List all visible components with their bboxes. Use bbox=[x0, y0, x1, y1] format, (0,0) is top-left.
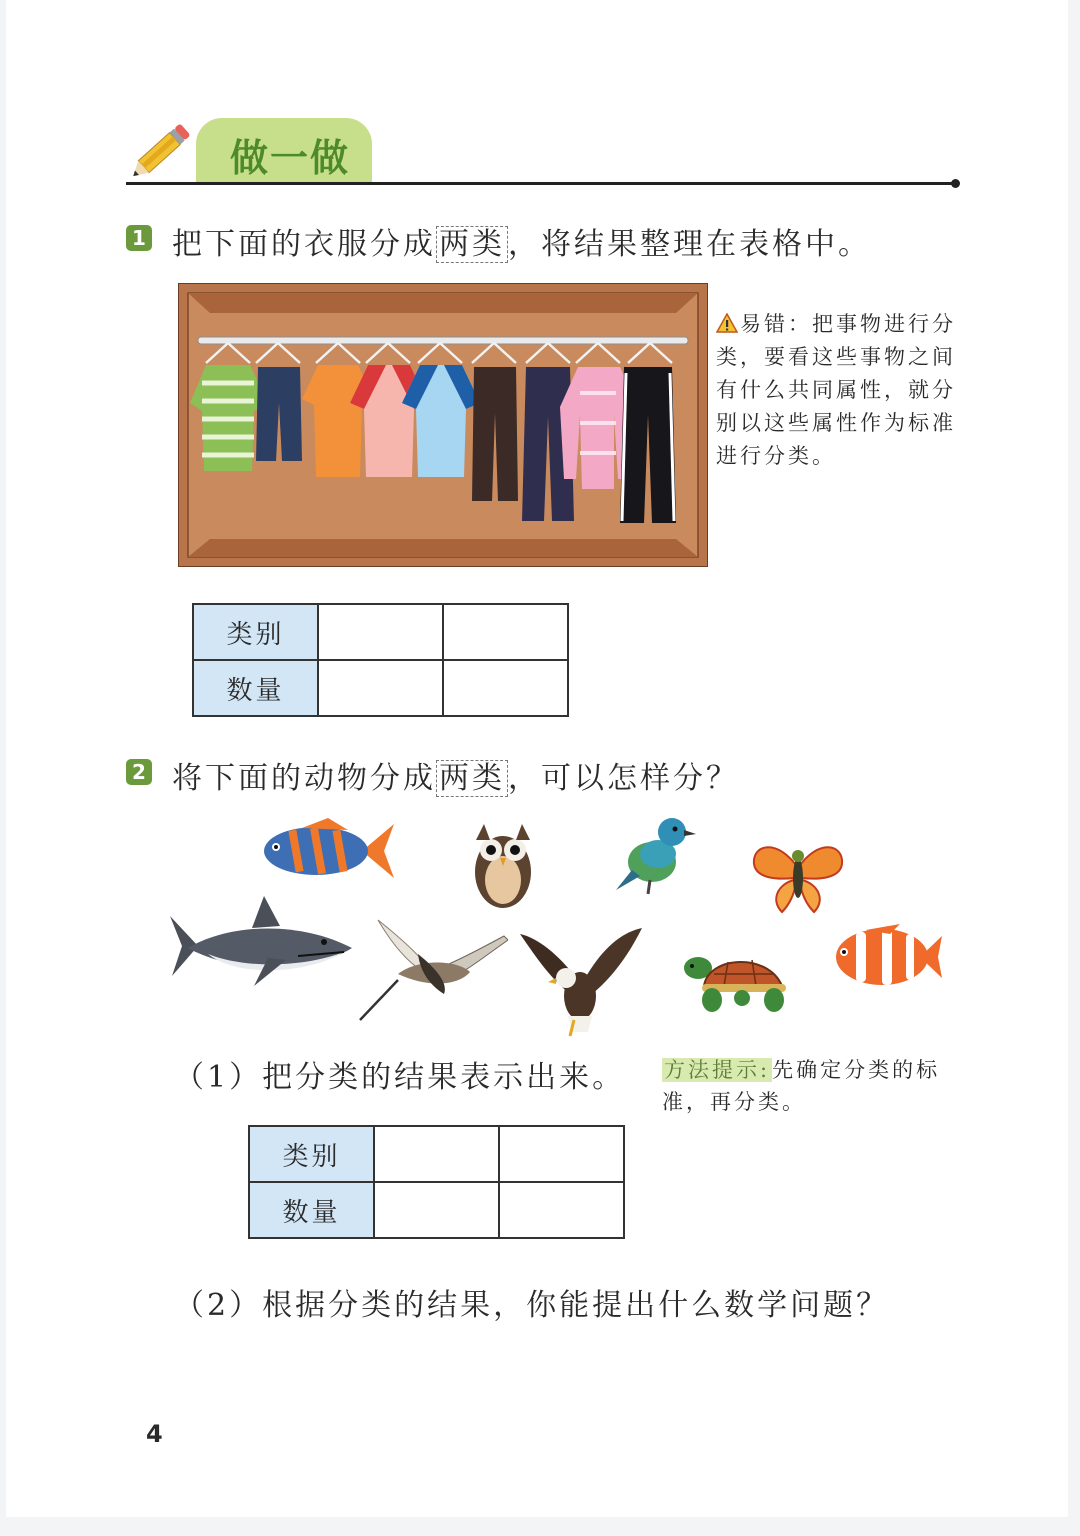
header-rule bbox=[126, 182, 956, 185]
turtle-icon bbox=[678, 946, 792, 1020]
warning-icon bbox=[716, 313, 738, 333]
tip-method-label: 方法提示: bbox=[664, 1058, 771, 1082]
table-header-category: 类别 bbox=[193, 604, 318, 660]
table-cell-empty[interactable] bbox=[374, 1182, 499, 1238]
question-1-text-part: ，将结果整理在表格中。 bbox=[508, 227, 871, 262]
classification-table-clothes bbox=[192, 603, 569, 717]
crane-icon bbox=[358, 914, 508, 1024]
question-1-keyword: 两类 bbox=[436, 226, 508, 263]
table-cell-empty[interactable] bbox=[318, 660, 443, 716]
table-cell-empty[interactable] bbox=[499, 1182, 624, 1238]
butterfly-icon bbox=[748, 838, 848, 918]
owl-icon bbox=[470, 818, 536, 910]
table-header-category: 类别 bbox=[249, 1126, 374, 1182]
tip-method-text: 先确定分类的标准，再分类。 bbox=[662, 1058, 941, 1114]
question-2-text-part: 将下面的动物分成 bbox=[172, 761, 436, 796]
table-header-count: 数量 bbox=[193, 660, 318, 716]
shark-icon bbox=[168, 894, 358, 994]
table-cell-empty[interactable] bbox=[499, 1126, 624, 1182]
tip-method bbox=[662, 1054, 962, 1118]
tip-mistake bbox=[716, 308, 966, 473]
tip-mistake-text: 把事物进行分类，要看这些事物之间有什么共同属性，就分别以这些属性作为标准进行分类。 bbox=[716, 312, 956, 468]
clownfish-icon bbox=[830, 920, 944, 994]
tip-mistake-label: 易错： bbox=[740, 312, 812, 336]
page-number: 4 bbox=[146, 1420, 163, 1448]
table-cell-empty[interactable] bbox=[318, 604, 443, 660]
question-2-keyword: 两类 bbox=[436, 760, 508, 797]
classification-table-animals bbox=[248, 1125, 625, 1239]
question-1-text-part: 把下面的衣服分成 bbox=[172, 227, 436, 262]
bird-icon bbox=[614, 810, 698, 900]
eagle-icon bbox=[518, 924, 646, 1040]
table-header-count: 数量 bbox=[249, 1182, 374, 1238]
header-rule-dot bbox=[951, 179, 960, 188]
table-cell-empty[interactable] bbox=[443, 604, 568, 660]
pencil-icon bbox=[124, 116, 196, 188]
question-1-text bbox=[172, 219, 871, 263]
sub-question-1: （1）把分类的结果表示出来。 bbox=[174, 1060, 626, 1095]
question-2-text bbox=[172, 753, 739, 797]
fish-icon bbox=[258, 816, 398, 886]
sub-question-2: （2）根据分类的结果，你能提出什么数学问题？ bbox=[174, 1288, 890, 1323]
wardrobe-illustration bbox=[178, 283, 708, 567]
table-cell-empty[interactable] bbox=[374, 1126, 499, 1182]
table-cell-empty[interactable] bbox=[443, 660, 568, 716]
question-2-text-part: ，可以怎样分？ bbox=[508, 761, 739, 796]
question-2-badge: 2 bbox=[126, 759, 152, 785]
question-1-badge: 1 bbox=[126, 225, 152, 251]
section-title: 做一做 bbox=[230, 136, 351, 180]
